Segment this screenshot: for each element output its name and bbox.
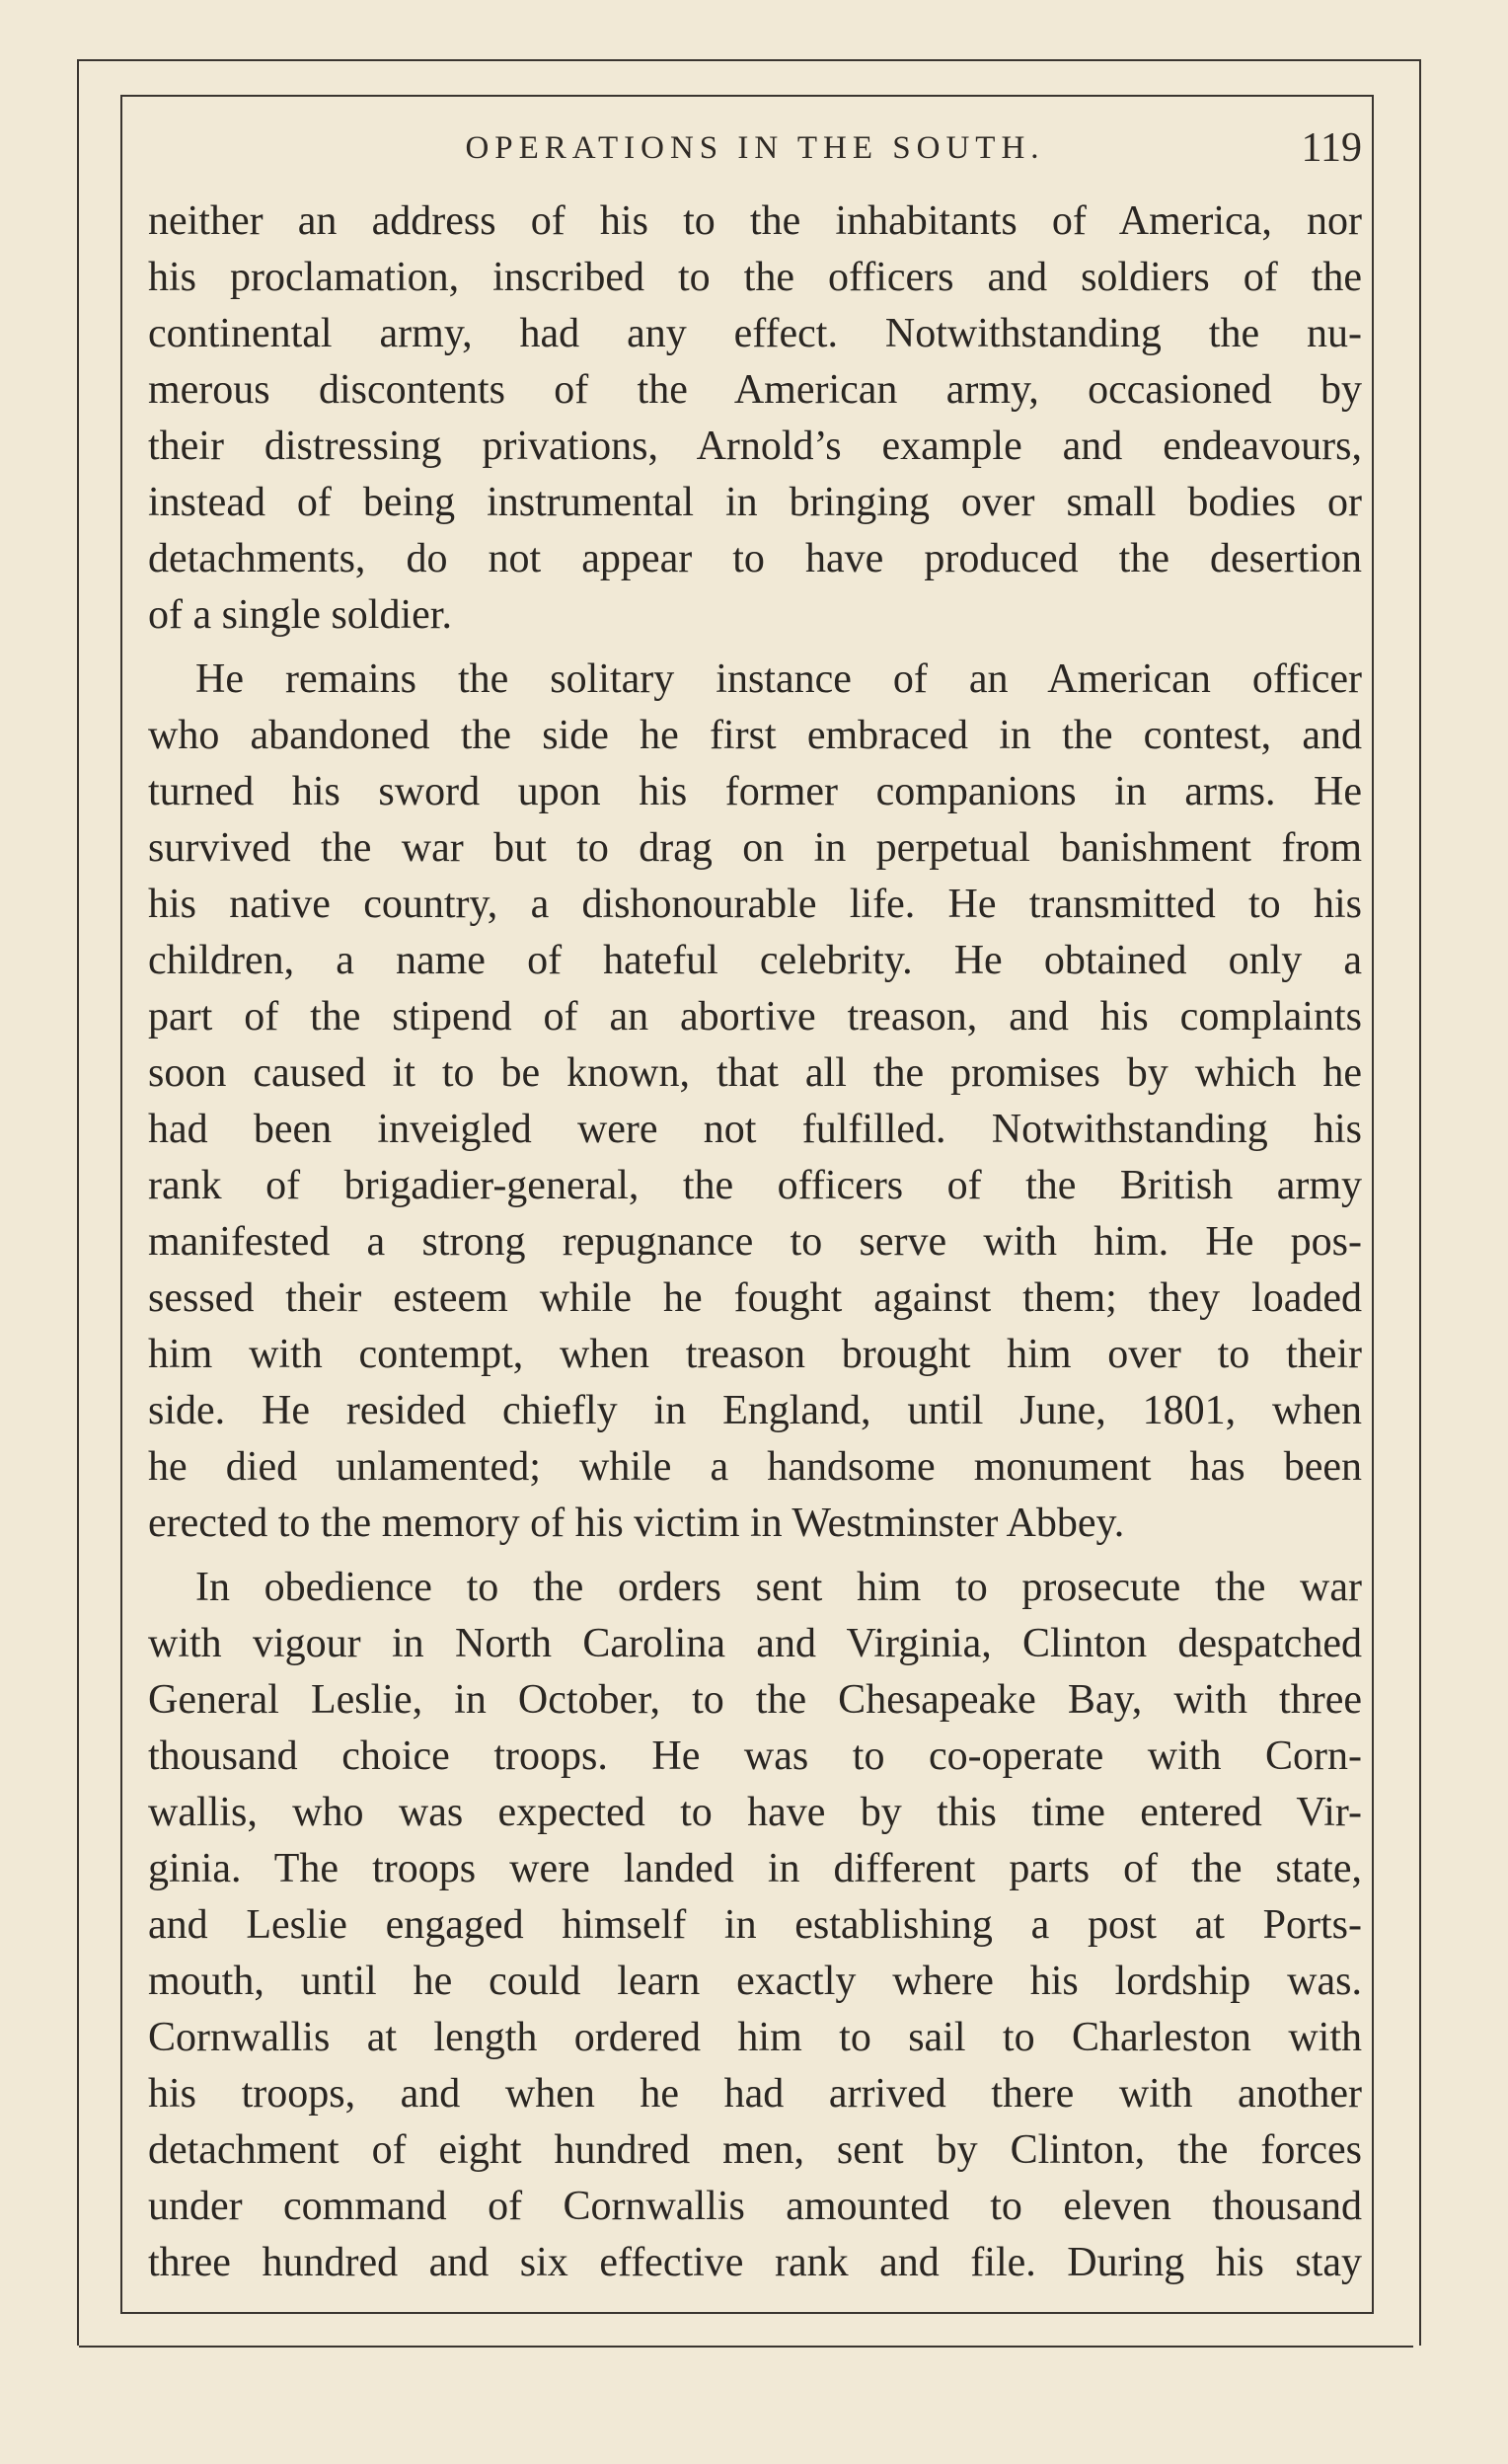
text-line: children, a name of hateful celebrity. He obtained only a xyxy=(148,938,1362,983)
outer-border-right xyxy=(1419,59,1421,2346)
outer-border-top xyxy=(79,59,1421,61)
text-line: neither an address of his to the inhabitants of America, nor xyxy=(148,198,1362,244)
text-line: their distressing privations, Arnold’s example and endeavours, xyxy=(148,424,1362,469)
text-line: wallis, who was expected to have by this time entered Vir- xyxy=(148,1790,1362,1835)
text-line: continental army, had any effect. Notwithstanding the nu- xyxy=(148,311,1362,356)
running-head xyxy=(148,124,1362,178)
body-text xyxy=(148,193,1362,2291)
text-line: soon caused it to be known, that all the promises by which he xyxy=(148,1050,1362,1096)
text-line: had been inveigled were not fulfilled. Notwithstanding his xyxy=(148,1107,1362,1152)
text-line: of a single soldier. xyxy=(148,592,452,638)
text-line: merous discontents of the American army, occasioned by xyxy=(148,367,1362,413)
text-line: ginia. The troops were landed in different parts of the state, xyxy=(148,1846,1362,1891)
paragraph-gap xyxy=(148,1552,1362,1560)
text-line: rank of brigadier-general, the officers of the British army xyxy=(148,1163,1362,1208)
text-line: his troops, and when he had arrived there with another xyxy=(148,2071,1362,2117)
text-line: instead of being instrumental in bringing over small bodies or xyxy=(148,480,1362,525)
text-line: side. He resided chiefly in England, until June, 1801, when xyxy=(148,1388,1362,1433)
text-line: who abandoned the side he first embraced in the contest, and xyxy=(148,713,1362,758)
running-title: OPERATIONS IN THE SOUTH. xyxy=(465,130,1045,166)
page-number: 119 xyxy=(1301,125,1362,171)
text-line: with vigour in North Carolina and Virginia, Clinton despatched xyxy=(148,1621,1362,1666)
text-line: his native country, a dishonourable life. He transmitted to his xyxy=(148,882,1362,927)
paragraph xyxy=(148,193,1362,644)
text-line: detachment of eight hundred men, sent by Clinton, the forces xyxy=(148,2127,1362,2173)
text-line: In obedience to the orders sent him to prosecute the war xyxy=(195,1565,1362,1610)
text-line: General Leslie, in October, to the Chesapeake Bay, with three xyxy=(148,1677,1362,1723)
text-line: under command of Cornwallis amounted to eleven thousand xyxy=(148,2184,1362,2229)
paragraph-gap xyxy=(148,644,1362,652)
text-line: manifested a strong repugnance to serve with him. He pos- xyxy=(148,1219,1362,1265)
text-line: thousand choice troops. He was to co-operate with Corn- xyxy=(148,1733,1362,1779)
outer-border-bottom xyxy=(79,2346,1413,2348)
text-line: he died unlamented; while a handsome monument has been xyxy=(148,1444,1362,1490)
text-line: and Leslie engaged himself in establishing a post at Ports- xyxy=(148,1902,1362,1948)
text-line: He remains the solitary instance of an American officer xyxy=(195,656,1362,702)
paragraph xyxy=(148,1560,1362,2291)
text-line: survived the war but to drag on in perpetual banishment from xyxy=(148,825,1362,871)
text-line: mouth, until he could learn exactly where his lordship was. xyxy=(148,1959,1362,2004)
text-line: his proclamation, inscribed to the officers and soldiers of the xyxy=(148,255,1362,300)
text-line: turned his sword upon his former companions in arms. He xyxy=(148,769,1362,814)
text-line: detachments, do not appear to have produced the desertion xyxy=(148,536,1362,581)
text-line: him with contempt, when treason brought him over to their xyxy=(148,1332,1362,1377)
text-line: sessed their esteem while he fought against them; they loaded xyxy=(148,1275,1362,1321)
text-line: three hundred and six effective rank and file. During his stay xyxy=(148,2240,1362,2285)
text-line: Cornwallis at length ordered him to sail to Charleston with xyxy=(148,2015,1362,2060)
outer-border-left xyxy=(77,59,79,2346)
text-line: part of the stipend of an abortive treason, and his complaints xyxy=(148,994,1362,1040)
text-line: erected to the memory of his victim in Westminster Abbey. xyxy=(148,1501,1125,1546)
paragraph xyxy=(148,652,1362,1552)
